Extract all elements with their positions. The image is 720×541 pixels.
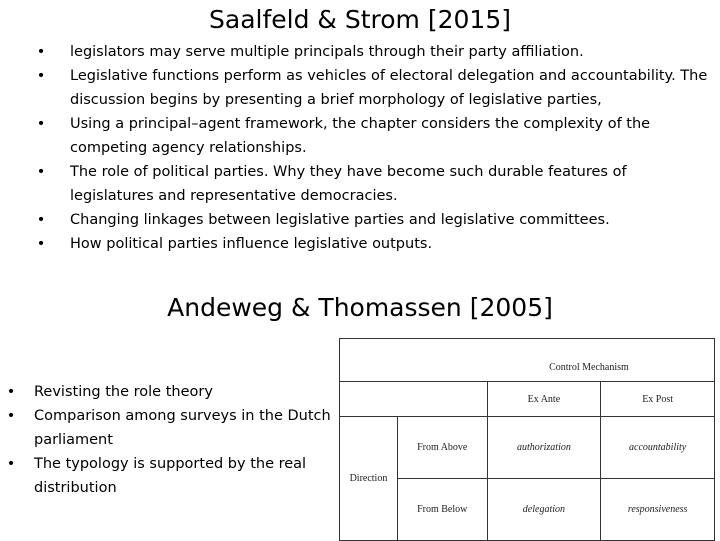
list-item: [34, 232, 714, 256]
bullet-icon: •: [6, 456, 16, 472]
list-item: [34, 40, 714, 64]
list-item: [34, 208, 714, 232]
table-row-label-from-below: From Below: [397, 479, 487, 541]
table-header-control-mechanism: Control Mechanism: [487, 339, 714, 382]
bullet-icon: •: [36, 116, 46, 132]
table-header-ex-ante: Ex Ante: [487, 382, 601, 417]
bullet-icon: •: [6, 384, 16, 400]
bullet-icon: •: [36, 212, 46, 228]
list-item: [34, 112, 714, 160]
bullet-text: The typology is supported by the real distribution: [34, 456, 307, 496]
section-title-saalfeld-strom: Saalfeld & Strom [2015]: [209, 5, 511, 34]
list-item: [4, 452, 334, 500]
bullet-text: Legislative functions perform as vehicles of electoral delegation and accountability. The discussion begins by presenting a brief morphology of legislative parties,: [70, 68, 708, 108]
bullet-icon: •: [36, 68, 46, 84]
table-cell-accountability: accountability: [601, 417, 715, 479]
bullet-text: Comparison among surveys in the Dutch parliament: [34, 408, 331, 448]
table-header-ex-post: Ex Post: [601, 382, 715, 417]
andeweg-thomassen-bullet-list: [4, 380, 334, 500]
table-cell-delegation: delegation: [487, 479, 601, 541]
list-item: [4, 380, 334, 404]
table-corner-cell: [340, 382, 488, 417]
list-item: [4, 404, 334, 452]
table-row-label-from-above: From Above: [397, 417, 487, 479]
bullet-icon: •: [6, 408, 16, 424]
bullet-text: The role of political parties. Why they have become such durable features of legislatures and representative democracies.: [70, 164, 627, 204]
bullet-icon: •: [36, 164, 46, 180]
list-item: [34, 64, 714, 112]
list-item: [34, 160, 714, 208]
bullet-text: Changing linkages between legislative parties and legislative committees.: [70, 212, 610, 228]
saalfeld-strom-bullet-list: [34, 40, 714, 256]
bullet-text: Using a principal–agent framework, the chapter considers the complexity of the competing agency relationships.: [70, 116, 651, 156]
section-title-andeweg-thomassen: Andeweg & Thomassen [2005]: [167, 293, 553, 322]
bullet-icon: •: [36, 236, 46, 252]
bullet-icon: •: [36, 44, 46, 60]
table-corner-cell: [340, 339, 488, 382]
table-cell-authorization: authorization: [487, 417, 601, 479]
table-cell-responsiveness: responsiveness: [601, 479, 715, 541]
bullet-text: Revisting the role theory: [34, 384, 213, 400]
table-row-group-direction: Direction: [340, 417, 398, 541]
control-mechanism-table: [339, 338, 715, 541]
bullet-text: legislators may serve multiple principals through their party affiliation.: [70, 44, 584, 60]
bullet-text: How political parties influence legislative outputs.: [70, 236, 433, 252]
